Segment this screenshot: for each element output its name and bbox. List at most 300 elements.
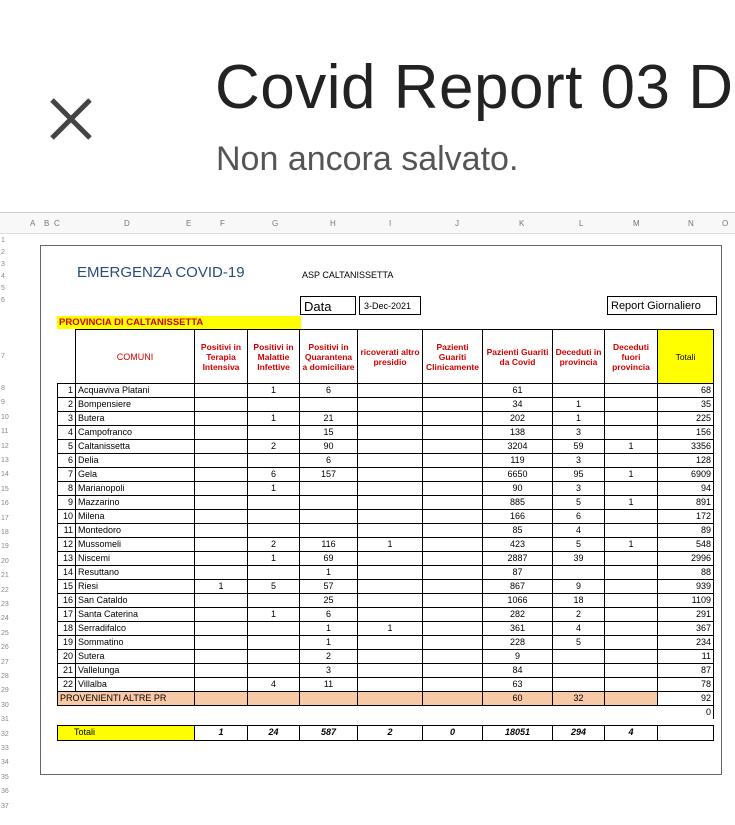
row-index: 7 <box>58 468 76 482</box>
cell-malattie <box>248 496 300 510</box>
cell-dec_in: 95 <box>553 468 605 482</box>
cell-quarantena: 116 <box>300 538 358 552</box>
total-malattie: 24 <box>248 725 300 740</box>
row-number[interactable]: 24 <box>1 615 9 623</box>
cell-clinicamente <box>423 524 483 538</box>
cell-guariti: 1066 <box>483 594 553 608</box>
cell-dec_fuori <box>605 636 658 650</box>
cell-ricoverati <box>358 664 423 678</box>
cell-totali: 172 <box>658 510 714 524</box>
cell-malattie: 1 <box>248 482 300 496</box>
cell-ricoverati <box>358 678 423 692</box>
row-index: 9 <box>58 496 76 510</box>
comune-name: Campofranco <box>76 426 195 440</box>
row-index: 5 <box>58 440 76 454</box>
table-row <box>58 398 714 412</box>
cell-malattie: 1 <box>248 384 300 398</box>
cell-dec_fuori: 1 <box>605 538 658 552</box>
row-number[interactable]: 35 <box>1 773 9 781</box>
save-status: Non ancora salvato. <box>216 140 519 178</box>
row-number[interactable]: 15 <box>1 485 9 493</box>
row-number[interactable]: 36 <box>1 788 9 796</box>
row-number[interactable]: 20 <box>1 557 9 565</box>
cell-malattie: 4 <box>248 678 300 692</box>
column-letter[interactable]: H <box>330 219 336 228</box>
cell-totali: 87 <box>658 664 714 678</box>
cell-guariti: 3204 <box>483 440 553 454</box>
row-number[interactable]: 14 <box>1 471 9 479</box>
cell-quarantena <box>300 524 358 538</box>
spreadsheet-preview[interactable] <box>0 212 735 825</box>
row-number[interactable]: 5 <box>1 285 5 292</box>
cell-totali: 156 <box>658 426 714 440</box>
cell-terapia <box>195 468 248 482</box>
table-row <box>58 468 714 482</box>
header-guariti: Pazienti Guariti da Covid <box>483 330 553 384</box>
comune-name: Caltanissetta <box>76 440 195 454</box>
comune-name: Montedoro <box>76 524 195 538</box>
header-clinicamente: Pazienti Guariti Clinicamente <box>423 330 483 384</box>
header-deceduti-in: Deceduti in provincia <box>553 330 605 384</box>
cell-ricoverati <box>358 412 423 426</box>
cell-ricoverati <box>358 692 423 706</box>
cell-dec_in: 5 <box>553 636 605 650</box>
cell-quarantena: 25 <box>300 594 358 608</box>
cell-clinicamente <box>423 468 483 482</box>
cell-ricoverati <box>358 552 423 566</box>
cell-dec_fuori: 1 <box>605 468 658 482</box>
column-headers <box>0 213 735 234</box>
cell-terapia: 1 <box>195 580 248 594</box>
cell-clinicamente <box>423 454 483 468</box>
row-number[interactable]: 25 <box>1 629 9 637</box>
cell-ricoverati <box>358 398 423 412</box>
comune-name: Santa Caterina <box>76 608 195 622</box>
cell-dec_in: 39 <box>553 552 605 566</box>
cell-dec_in: 4 <box>553 622 605 636</box>
row-number[interactable]: 31 <box>1 716 9 724</box>
row-number[interactable]: 27 <box>1 658 9 666</box>
cell-dec_in: 59 <box>553 440 605 454</box>
row-number[interactable]: 11 <box>1 428 9 436</box>
blank-cell <box>195 706 248 720</box>
cell-quarantena <box>300 482 358 496</box>
cell-ricoverati <box>358 384 423 398</box>
row-number[interactable]: 32 <box>1 730 9 738</box>
comune-name: Riesi <box>76 580 195 594</box>
cell-totali: 234 <box>658 636 714 650</box>
cell-quarantena: 6 <box>300 454 358 468</box>
blank-cell <box>423 706 483 720</box>
report-page <box>40 245 722 775</box>
extra-total-row <box>58 706 714 720</box>
cell-guariti: 90 <box>483 482 553 496</box>
cell-ricoverati <box>358 454 423 468</box>
table-row <box>58 594 714 608</box>
cell-totali: 88 <box>658 566 714 580</box>
cell-quarantena: 57 <box>300 580 358 594</box>
total-dec_in: 294 <box>553 725 605 740</box>
column-letter[interactable]: N <box>688 219 694 228</box>
cell-guariti: 202 <box>483 412 553 426</box>
cell-malattie <box>248 594 300 608</box>
row-number[interactable]: 13 <box>1 457 9 464</box>
cell-dec_fuori <box>605 608 658 622</box>
cell-dec_in: 6 <box>553 510 605 524</box>
close-button[interactable] <box>44 92 98 146</box>
cell-terapia <box>195 496 248 510</box>
cell-ricoverati <box>358 650 423 664</box>
cell-clinicamente <box>423 636 483 650</box>
cell-totali: 6909 <box>658 468 714 482</box>
cell-terapia <box>195 510 248 524</box>
report-heading: EMERGENZA COVID-19 <box>77 264 245 281</box>
cell-malattie <box>248 454 300 468</box>
total-terapia: 1 <box>195 725 248 740</box>
column-letter[interactable]: I <box>389 219 392 228</box>
cell-quarantena <box>300 398 358 412</box>
cell-dec_in: 3 <box>553 454 605 468</box>
cell-clinicamente <box>423 538 483 552</box>
cell-malattie: 1 <box>248 412 300 426</box>
cell-dec_fuori <box>605 566 658 580</box>
cell-dec_in <box>553 566 605 580</box>
column-letter[interactable]: B <box>44 219 50 228</box>
cell-guariti: 87 <box>483 566 553 580</box>
row-number[interactable]: 12 <box>1 442 9 450</box>
cell-quarantena <box>300 692 358 706</box>
cell-dec_fuori <box>605 678 658 692</box>
cell-quarantena: 6 <box>300 384 358 398</box>
cell-quarantena: 15 <box>300 426 358 440</box>
cell-malattie: 6 <box>248 468 300 482</box>
cell-totali: 35 <box>658 398 714 412</box>
row-number[interactable]: 9 <box>1 399 5 407</box>
cell-ricoverati <box>358 566 423 580</box>
table-row <box>58 678 714 692</box>
comune-name: Niscemi <box>76 552 195 566</box>
cell-dec_fuori <box>605 482 658 496</box>
row-index: 4 <box>58 426 76 440</box>
provenienti-label: PROVENIENTI ALTRE PR <box>58 692 195 706</box>
row-number[interactable]: 34 <box>1 759 9 767</box>
comune-name: Resuttano <box>76 566 195 580</box>
cell-quarantena: 157 <box>300 468 358 482</box>
header-spacer <box>58 330 76 384</box>
row-number[interactable]: 28 <box>1 673 9 680</box>
cell-guariti: 2887 <box>483 552 553 566</box>
cell-guariti: 166 <box>483 510 553 524</box>
cell-quarantena: 2 <box>300 650 358 664</box>
cell-ricoverati <box>358 440 423 454</box>
table-row <box>58 496 714 510</box>
row-number[interactable]: 8 <box>1 385 5 392</box>
cell-guariti: 885 <box>483 496 553 510</box>
cell-guariti: 60 <box>483 692 553 706</box>
cell-dec_fuori <box>605 580 658 594</box>
provenienti-row <box>58 692 714 706</box>
column-letter[interactable]: O <box>722 219 729 228</box>
cell-ricoverati <box>358 468 423 482</box>
row-number[interactable]: 37 <box>1 802 9 810</box>
cell-dec_in: 3 <box>553 426 605 440</box>
cell-guariti: 63 <box>483 678 553 692</box>
comune-name: San Cataldo <box>76 594 195 608</box>
row-number[interactable]: 16 <box>1 500 9 508</box>
cell-clinicamente <box>423 552 483 566</box>
cell-clinicamente <box>423 440 483 454</box>
comune-name: Gela <box>76 468 195 482</box>
blank-cell <box>358 706 423 720</box>
cell-terapia <box>195 692 248 706</box>
row-number[interactable]: 22 <box>1 586 9 594</box>
comune-name: Delia <box>76 454 195 468</box>
cell-dec_fuori <box>605 692 658 706</box>
table-row <box>58 510 714 524</box>
table-row <box>58 636 714 650</box>
table-row <box>58 426 714 440</box>
column-letter[interactable]: G <box>272 219 279 228</box>
cell-clinicamente <box>423 622 483 636</box>
cell-malattie <box>248 426 300 440</box>
total-guariti: 18051 <box>483 725 553 740</box>
cell-guariti: 85 <box>483 524 553 538</box>
table-row <box>58 650 714 664</box>
cell-dec_in: 5 <box>553 538 605 552</box>
cell-dec_fuori <box>605 426 658 440</box>
table-row <box>58 608 714 622</box>
cell-ricoverati <box>358 594 423 608</box>
cell-quarantena: 1 <box>300 622 358 636</box>
cell-quarantena: 69 <box>300 552 358 566</box>
cell-clinicamente <box>423 412 483 426</box>
column-letter[interactable]: J <box>455 219 459 228</box>
table-header-row <box>58 330 714 384</box>
blank-cell <box>553 706 605 720</box>
cell-ricoverati <box>358 636 423 650</box>
cell-terapia <box>195 636 248 650</box>
table-row <box>58 552 714 566</box>
cell-malattie <box>248 664 300 678</box>
row-number[interactable]: 4 <box>1 273 5 280</box>
cell-quarantena <box>300 510 358 524</box>
row-number[interactable]: 29 <box>1 687 9 695</box>
row-number[interactable]: 7 <box>1 353 5 360</box>
cell-guariti: 361 <box>483 622 553 636</box>
row-number[interactable]: 10 <box>1 413 9 421</box>
row-index: 17 <box>58 608 76 622</box>
cell-clinicamente <box>423 692 483 706</box>
blank-cell <box>58 706 76 720</box>
cell-totali: 891 <box>658 496 714 510</box>
row-number[interactable]: 19 <box>1 543 9 551</box>
cell-ricoverati <box>358 496 423 510</box>
column-letter[interactable]: E <box>186 219 192 228</box>
cell-totali: 291 <box>658 608 714 622</box>
table-row <box>58 482 714 496</box>
cell-totali: 1109 <box>658 594 714 608</box>
row-index: 20 <box>58 650 76 664</box>
cell-clinicamente <box>423 566 483 580</box>
cell-guariti: 867 <box>483 580 553 594</box>
row-index: 3 <box>58 412 76 426</box>
cell-quarantena <box>300 496 358 510</box>
cell-terapia <box>195 594 248 608</box>
cell-totali: 3356 <box>658 440 714 454</box>
cell-dec_in <box>553 664 605 678</box>
cell-quarantena: 3 <box>300 664 358 678</box>
row-number[interactable]: 3 <box>1 261 5 268</box>
document-title: Covid Report 03 D <box>215 53 734 122</box>
cell-totali: 128 <box>658 454 714 468</box>
cell-dec_in: 5 <box>553 496 605 510</box>
cell-clinicamente <box>423 384 483 398</box>
row-number[interactable]: 1 <box>1 237 5 244</box>
cell-terapia <box>195 678 248 692</box>
cell-totali: 94 <box>658 482 714 496</box>
comune-name: Butera <box>76 412 195 426</box>
column-letter[interactable]: C <box>54 219 60 228</box>
cell-clinicamente <box>423 496 483 510</box>
row-number[interactable]: 23 <box>1 601 9 608</box>
row-index: 2 <box>58 398 76 412</box>
table-row <box>58 580 714 594</box>
cell-terapia <box>195 454 248 468</box>
cell-malattie <box>248 398 300 412</box>
report-type-label: Report Giornaliero <box>607 296 717 315</box>
cell-clinicamente <box>423 664 483 678</box>
total-dec_fuori: 4 <box>605 725 658 740</box>
cell-dec_fuori <box>605 664 658 678</box>
cell-terapia <box>195 384 248 398</box>
cell-malattie: 5 <box>248 580 300 594</box>
cell-quarantena: 1 <box>300 566 358 580</box>
column-letter[interactable]: M <box>633 219 640 228</box>
cell-totali: 11 <box>658 650 714 664</box>
app-bar <box>0 0 735 210</box>
column-letter[interactable]: D <box>124 219 130 228</box>
cell-dec_fuori <box>605 454 658 468</box>
cell-guariti: 282 <box>483 608 553 622</box>
cell-dec_in: 4 <box>553 524 605 538</box>
date-value: 3-Dec-2021 <box>359 296 421 315</box>
comune-name: Marianopoli <box>76 482 195 496</box>
row-index: 21 <box>58 664 76 678</box>
cell-malattie <box>248 650 300 664</box>
cell-dec_in <box>553 384 605 398</box>
cell-guariti: 423 <box>483 538 553 552</box>
cell-dec_in: 9 <box>553 580 605 594</box>
cell-totali: 548 <box>658 538 714 552</box>
cell-malattie: 2 <box>248 538 300 552</box>
cell-dec_fuori: 1 <box>605 440 658 454</box>
cell-clinicamente <box>423 650 483 664</box>
cell-terapia <box>195 538 248 552</box>
cell-terapia <box>195 566 248 580</box>
blank-cell <box>300 706 358 720</box>
cell-quarantena: 11 <box>300 678 358 692</box>
row-index: 12 <box>58 538 76 552</box>
cell-dec_fuori <box>605 594 658 608</box>
table-row <box>58 440 714 454</box>
cell-guariti: 34 <box>483 398 553 412</box>
cell-clinicamente <box>423 594 483 608</box>
total-clinicamente: 0 <box>423 725 483 740</box>
cell-totali: 2996 <box>658 552 714 566</box>
row-number[interactable]: 21 <box>1 572 9 580</box>
cell-ricoverati: 1 <box>358 622 423 636</box>
cell-guariti: 6650 <box>483 468 553 482</box>
row-index: 11 <box>58 524 76 538</box>
header-quarantena: Positivi in Quarantena a domiciliare <box>300 330 358 384</box>
row-index: 22 <box>58 678 76 692</box>
blank-cell <box>248 706 300 720</box>
row-number[interactable]: 33 <box>1 745 9 752</box>
cell-terapia <box>195 440 248 454</box>
table-row <box>58 566 714 580</box>
asp-label: ASP CALTANISSETTA <box>302 270 394 280</box>
cell-guariti: 228 <box>483 636 553 650</box>
row-index: 10 <box>58 510 76 524</box>
column-letter[interactable]: L <box>579 219 584 228</box>
column-letter[interactable]: K <box>519 219 525 228</box>
header-totali: Totali <box>658 330 714 384</box>
cell-totali: 225 <box>658 412 714 426</box>
row-number[interactable]: 18 <box>1 529 9 536</box>
cell-terapia <box>195 622 248 636</box>
row-number[interactable]: 2 <box>1 249 5 256</box>
cell-dec_in: 18 <box>553 594 605 608</box>
cell-dec_in: 1 <box>553 398 605 412</box>
comune-name: Bompensiere <box>76 398 195 412</box>
blank-cell <box>483 706 553 720</box>
table-row <box>58 538 714 552</box>
cell-totali: 68 <box>658 384 714 398</box>
cell-dec_fuori <box>605 398 658 412</box>
cell-totali: 367 <box>658 622 714 636</box>
cell-malattie <box>248 566 300 580</box>
cell-dec_in: 3 <box>553 482 605 496</box>
cell-clinicamente <box>423 580 483 594</box>
cell-dec_in: 1 <box>553 412 605 426</box>
cell-dec_fuori <box>605 650 658 664</box>
cell-totali: 92 <box>658 692 714 706</box>
row-index: 6 <box>58 454 76 468</box>
totals-row <box>58 725 714 740</box>
column-letter[interactable]: A <box>30 219 36 228</box>
header-comuni: COMUNI <box>76 330 195 384</box>
total-ricoverati: 2 <box>358 725 423 740</box>
extra-total-value: 0 <box>658 706 714 720</box>
cell-dec_in: 2 <box>553 608 605 622</box>
table-row <box>58 412 714 426</box>
cell-dec_fuori: 1 <box>605 496 658 510</box>
table-row <box>58 454 714 468</box>
row-number[interactable]: 30 <box>1 701 9 709</box>
cell-malattie <box>248 510 300 524</box>
cell-ricoverati <box>358 580 423 594</box>
cell-malattie <box>248 636 300 650</box>
row-index: 1 <box>58 384 76 398</box>
row-number[interactable]: 26 <box>1 644 9 652</box>
cell-dec_fuori <box>605 384 658 398</box>
row-number[interactable]: 17 <box>1 514 9 522</box>
row-number[interactable]: 6 <box>1 297 5 304</box>
cell-dec_fuori <box>605 510 658 524</box>
row-index: 8 <box>58 482 76 496</box>
column-letter[interactable]: F <box>220 219 225 228</box>
cell-ricoverati <box>358 510 423 524</box>
